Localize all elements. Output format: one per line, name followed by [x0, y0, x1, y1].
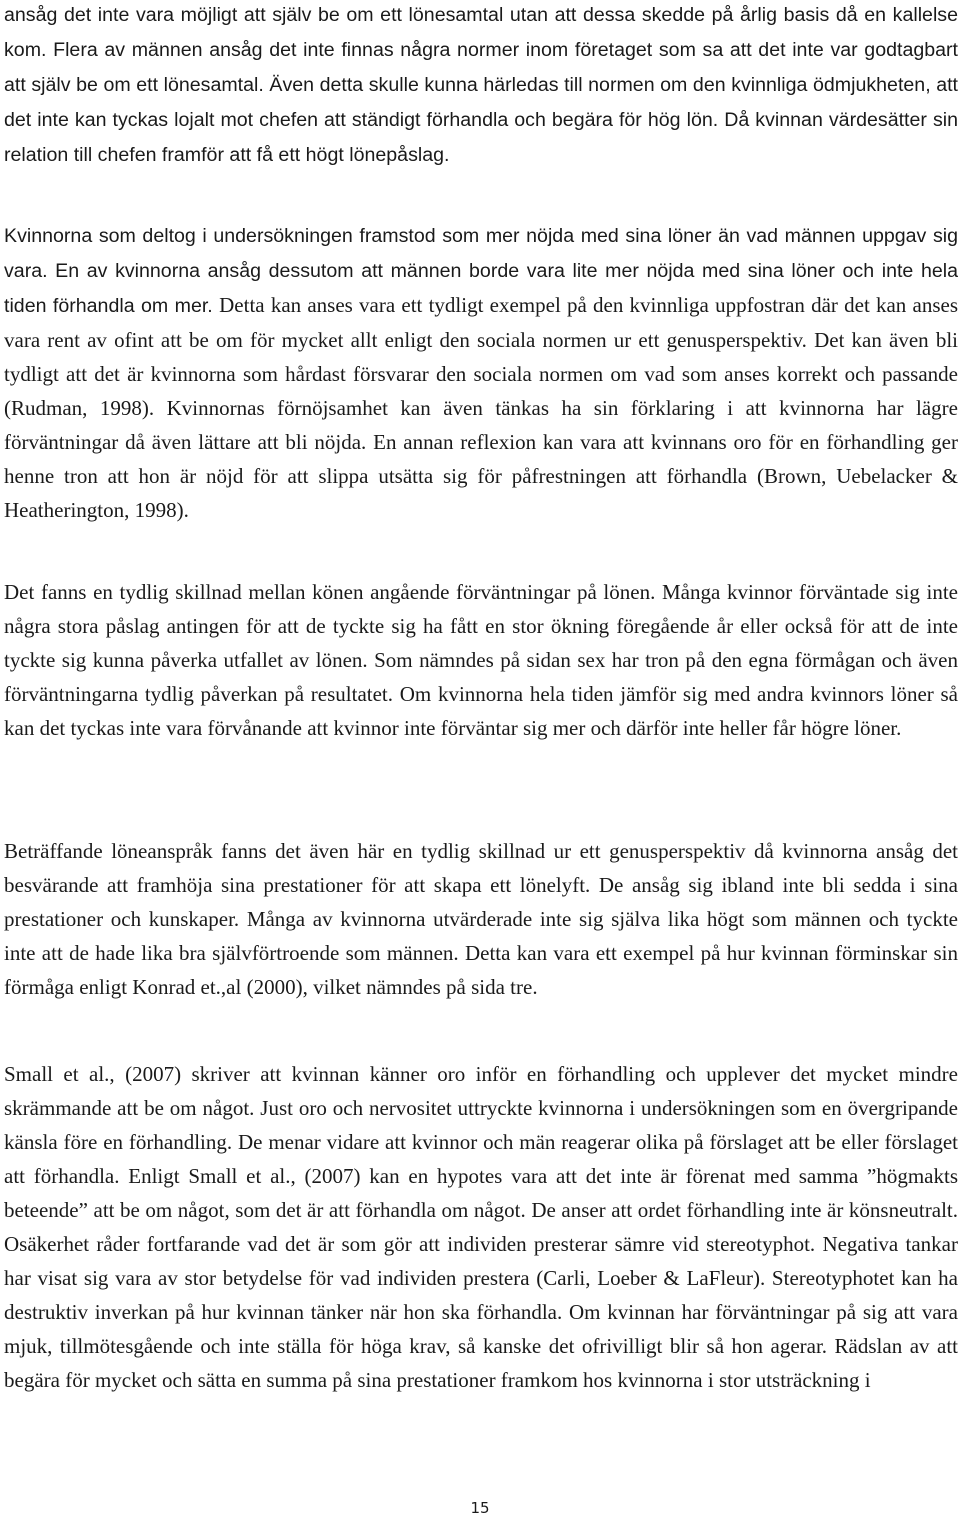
body-paragraph-1	[4, 0, 958, 172]
body-paragraph-4	[4, 834, 958, 1004]
paragraph-text: ansåg det inte vara möjligt att själv be om ett lönesamtal utan att dessa skedde på årlig basis då en kallelse kom. Flera av männen ansåg det inte finnas några normer inom företaget som sa att det inte var godtagbart att själv be om ett lönesamtal. Även detta skulle kunna härledas till normen om den kvinnliga ödmjukheten, att det inte kan tyckas lojalt mot chefen att ständigt förhandla och begära för hög lön. Då kvinnan värdesätter sin relation till chefen framför att få ett högt lönepåslag.	[4, 4, 958, 166]
paragraph-text: Detta kan anses vara ett tydligt exempel på den kvinnliga uppfostran där det kan anses vara rent av ofint att be om för mycket allt enligt den sociala normen ur ett genusperspektiv. Det kan även bli tydligt att det är kvinnorna som hårdast försvarar den sociala normen om vad som anses korrekt och passande (Rudman, 1998). Kvinnornas förnöjsamhet kan även tänkas ha sin förklaring i att kvinnorna har lägre förväntningar då även lättare att bli nöjda. En annan reflexion kan vara att kvinnans oro för en förhandling ger henne tron att hon är nöjd för att slippa utsätta sig för påfrestningen att förhandla (Brown, Uebelacker & Heatherington, 1998).	[4, 293, 959, 522]
body-paragraph-5	[4, 1057, 958, 1397]
body-paragraph-2	[4, 218, 958, 527]
paragraph-text: Kvinnorna som deltog i undersökningen framstod som mer nöjda med sina löner än vad männen uppgav sig vara. En av kvinnorna ansåg dessutom att männen borde vara lite mer nöjda med sina löner och inte hela tiden förhandla om mer.	[4, 225, 958, 317]
body-paragraph-3	[4, 575, 958, 745]
paragraph-text: Beträffande löneanspråk fanns det även här en tydlig skillnad ur ett genusperspektiv då kvinnorna ansåg det besvärande att framhöja sina prestationer för att skapa ett lönelyft. De ansåg sig ibland inte bli sedda i sina prestationer och kunskaper. Många av kvinnorna utvärderade inte sig själva lika högt som männen och tyckte inte att de hade lika bra självförtroende som männen. Detta kan vara ett exempel på hur kvinnan förminskar sin förmåga enligt Konrad et.,al (2000), vilket nämndes på sida tre.	[4, 839, 958, 999]
paragraph-text: Small et al., (2007) skriver att kvinnan känner oro inför en förhandling och upplever det mycket mindre skrämmande att be om något. Just oro och nervositet uttryckte kvinnorna i undersökningen som en övergripande känsla före en förhandling. De menar vidare att kvinnor och män reagerar olika på förslaget att be eller förslaget att förhandla. Enligt Small et al., (2007) kan en hypotes vara att det inte är förenat med samma ”högmakts beteende” att be om något, som det är att förhandla om något. De anser att ordet förhandling inte är könsneutralt. Osäkerhet råder fortfarande vad det är som gör att individen presterar sämre vid stereotyphot. Negativa tankar har visat sig vara av stor betydelse för vad individen prestera (Carli, Loeber & LaFleur). Stereotyphotet kan ha destruktiv inverkan på hur kvinnan tänker när hon ska förhandla. Om kvinnan har förväntningar på sig att vara mjuk, tillmötesgående och inte ställa för höga krav, så kanske det ofrivilligt blir så hon agerar. Rädslan av att begära för mycket och sätta en summa på sina prestationer framkom hos kvinnorna i stor utsträckning i	[4, 1062, 958, 1392]
page-number: 15	[470, 1499, 490, 1517]
paragraph-text: Det fanns en tydlig skillnad mellan könen angående förväntningar på lönen. Många kvinnor förväntade sig inte några stora påslag antingen för att de tyckte sig ha fått en stor ökning föregående år eller också för att de inte tyckte sig kunna påverka utfallet av lönen. Som nämndes på sidan sex har tron på den egna förmågan och även förväntningarna tydlig påverkan på resultatet. Om kvinnorna hela tiden jämför sig med andra kvinnors löner så kan det tyckas inte vara förvånande att kvinnor inte förväntar sig mer och därför inte heller får högre löner.	[4, 580, 958, 740]
